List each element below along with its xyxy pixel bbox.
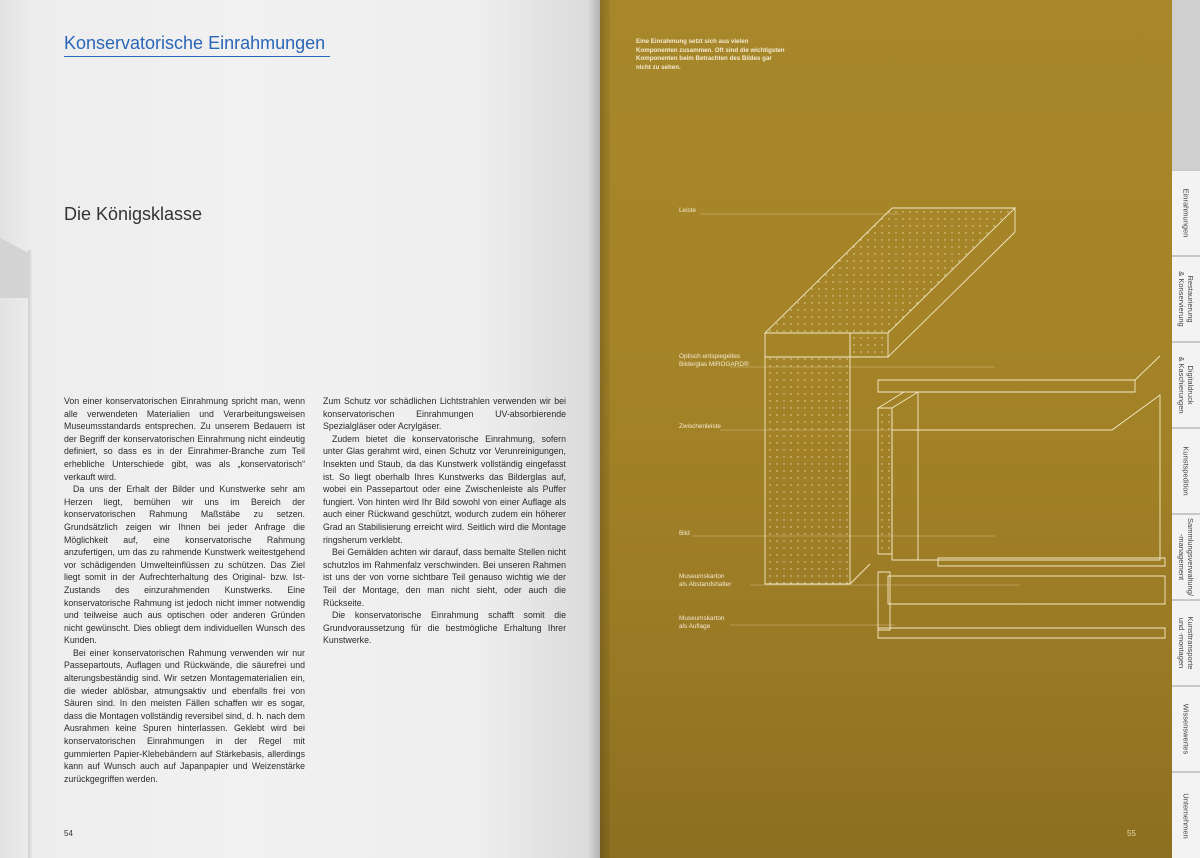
paragraph: Zudem bietet die konservatorische Einrahmung, sofern unter Glas gerahmt wird, einen Schutz vor Verunreinigungen, Insekten und Staub, da das Kunstwerk vollständig eingefasst ist. So liegt oberhalb Ihres Kunstwerks das Bilderglas auf, wobei ein Passepartout oder eine Zwischenleiste als Puffer fungiert. Von hinten wird Ihr Bild sowohl von einer Auflage als auch einer Rückwand geschützt, wodurch zudem ein höherer Grad an Stabilisierung erreicht wird. Seitlich wird die Montage ringsherum verklebt. <box>323 433 566 545</box>
spacer-top <box>878 392 918 408</box>
tab-einrahmungen[interactable] <box>1172 170 1200 256</box>
mount-spacer-box <box>888 576 1165 604</box>
artwork-layer <box>938 558 1165 566</box>
page-title: Konservatorische Einrahmungen <box>64 33 326 53</box>
tab-kunstspedition[interactable] <box>1172 428 1200 514</box>
section-heading: Die Königsklasse <box>64 204 203 224</box>
tab-label: Restaurierung & Konservierung <box>1177 271 1195 327</box>
glass-layer <box>878 380 1135 392</box>
tab-digitaldruck[interactable] <box>1172 342 1200 428</box>
tab-label: Unternehmen <box>1181 793 1191 839</box>
tab-label: Einrahmungen <box>1181 188 1191 238</box>
book-spine-shadow <box>588 0 610 858</box>
label-mount-spacer-line2: als Abstandshalter <box>679 581 732 588</box>
paragraph: Bei einer konservatorischen Rahmung verwenden wir nur Passepartouts, Auflagen und Rückwände, die säurefrei und alterungsbeständig sind. Wir setzen Montagematerialien ein, die wieder ablösbar, atmungsaktiv und ebenfalls frei von Säuren sind. In den meisten Fällen schaffen wir es sogar, dass die Montagen vollständig reversibel sind, d. h. nach dem Ausrahmen keine Spuren hinterlassen. Geklebt wird bei konservatorischen Einrahmungen in der Regel mit gummierten Papier-Klebebändern auf Stärkebasis, allerdings kann auf Wunsch auch auf Japanpapier und Weizenstärke zurückgegriffen werden. <box>64 647 305 784</box>
tab-kunsttransporte[interactable] <box>1172 600 1200 686</box>
page-number-left: 54 <box>64 829 73 838</box>
frame-top-face <box>765 208 1015 333</box>
intro-text: Eine Einrahmung setzt sich aus vielen Komponenten zusammen. Oft sind die wichtigsten Komponenten beim Betrachten des Bildes gar nicht zu sehen. <box>636 38 785 71</box>
paragraph: Da uns der Erhalt der Bilder und Kunstwerke sehr am Herzen liegt, bemühen wir uns im Bereich der konservatorischen Rahmung Maßstäbe zu setzen. Grundsätzlich zeigen wir Ihnen bei jeder Anfrage die Möglichkeit auf, eine konservatorische Rahmung anzufertigen, um das zu rahmende Kunstwerk weitestgehend vor schädigenden Umwelteinflüssen zu schützen. Das Ziel liegt somit in der Aufrechterhaltung des Original- bzw. Ist-Zustands des einzurahmenden Kunstwerks. Eine konservatorische Rahmung ist jedoch nicht immer notwendig und teilweise auch aus optischen oder anderen Gründen nicht gewünscht. Dies obliegt dem individuellen Wunsch des Kunden. <box>64 484 305 646</box>
tab-unternehmen[interactable] <box>1172 772 1200 858</box>
text-column-right <box>323 395 566 647</box>
text-column-left <box>64 395 305 785</box>
paragraph: Bei Gemälden achten wir darauf, dass bemalte Stellen nicht schutzlos im Rahmenfalz verschwinden. Bei unseren Rahmen ist uns der von vorne sichtbare Teil genauso wichtig wie der Teil der Montage, den man nicht sieht, oder auch die Rückseite. <box>323 547 566 608</box>
frame-edge <box>850 564 870 584</box>
tab-label: Kunsttransporte und -montagen <box>1177 616 1195 670</box>
label-glass-line2: Bilderglas MIROGARD® <box>679 361 749 368</box>
page-number-right: 55 <box>1127 829 1136 838</box>
glass-edge <box>1135 356 1160 380</box>
paragraph: Die konservatorische Einrahmung schafft somit die Grundvoraussetzung für die bestmögliche Erhaltung Ihrer Kunstwerke. <box>323 610 566 646</box>
label-backing-line1: Museumskarton <box>679 615 725 622</box>
frame-profile-face <box>850 333 888 357</box>
paragraph: Von einer konservatorischen Einrahmung spricht man, wenn alle verwendeten Materialien und Verarbeitungsweisen Museumsstandards entsprechen. Zu unserem Bedauern ist der Begriff der konservatorischen Einrahmung nicht eindeutig definiert, so dass es in der Einrahmer-Branche zum Teil erhebliche Unterschiede gibt, was als „konservatorisch“ verkauft wird. <box>64 396 305 482</box>
tab-label: Wissenswertes <box>1181 703 1191 755</box>
tab-label: Digitaldruck & Kaschierungen <box>1177 356 1195 414</box>
tab-restaurierung[interactable] <box>1172 256 1200 342</box>
frame-side-face <box>765 333 850 357</box>
label-artwork: Bild <box>679 530 690 537</box>
label-frame: Leiste <box>679 207 697 214</box>
passepartout-plane <box>892 395 1160 560</box>
label-spacer: Zwischenleiste <box>679 423 721 430</box>
tab-sammlungsverwaltung[interactable] <box>1172 514 1200 600</box>
tab-wissenswertes[interactable] <box>1172 686 1200 772</box>
label-mount-spacer-line1: Museumskarton <box>679 573 725 580</box>
title-underline <box>64 56 330 57</box>
backing-board <box>878 628 1165 638</box>
label-backing-line2: als Auflage <box>679 623 711 630</box>
tab-label: Sammlungsverwaltung/ -management <box>1177 518 1195 596</box>
frame-vertical-face <box>765 357 850 584</box>
tab-label: Kunstspedition <box>1181 446 1191 496</box>
page-edge <box>28 250 34 858</box>
label-glass-line1: Optisch entspiegeltes <box>679 353 741 360</box>
paragraph: Zum Schutz vor schädlichen Lichtstrahlen verwenden wir bei konservatorischen Einrahmungen UV-absorbierende Spezialgläser oder Acrylgäser. <box>323 396 566 432</box>
